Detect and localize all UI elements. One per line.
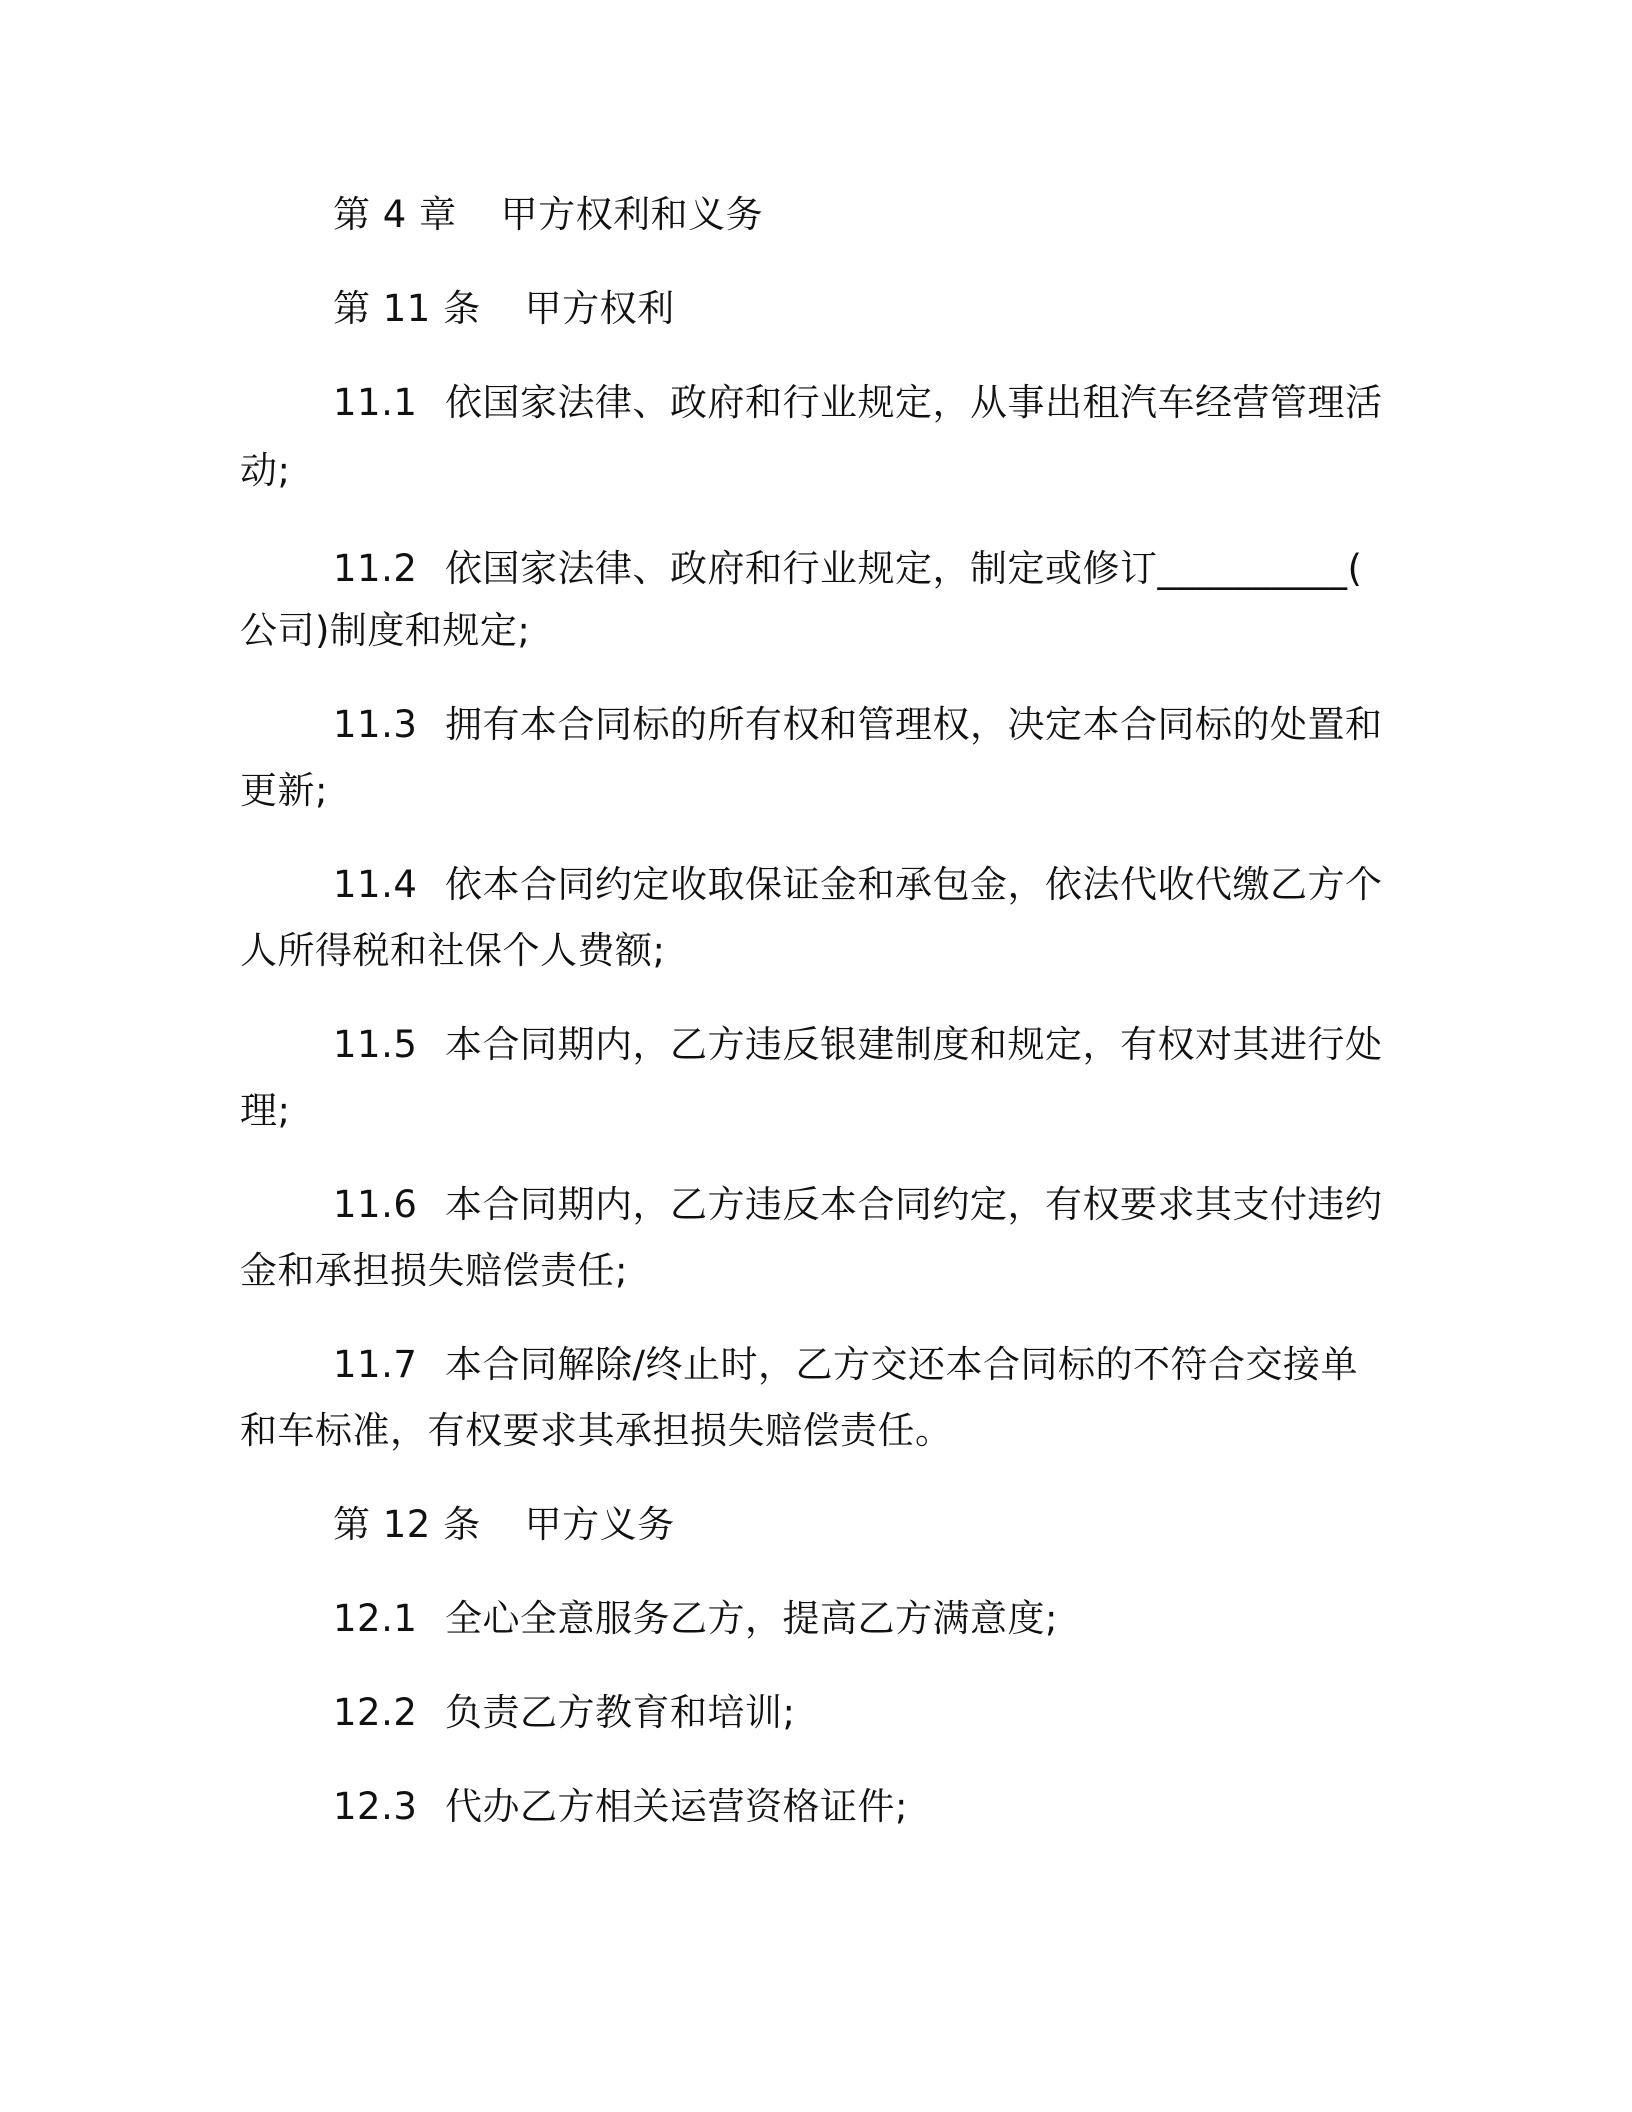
clause-11-1-continued: 动;	[240, 449, 291, 492]
clause-text: 依国家法律、政府和行业规定，从事出租汽车经营管理活	[445, 381, 1383, 424]
clause-number: 11.5	[333, 1023, 418, 1066]
clause-12-2	[333, 1690, 1473, 1736]
clause-11-4	[333, 862, 1473, 908]
article-11-number: 第 11 条	[333, 287, 481, 330]
clause-number: 11.1	[333, 381, 418, 424]
clause-12-1	[333, 1596, 1473, 1642]
clause-11-3	[333, 702, 1473, 748]
clause-11-5	[333, 1022, 1473, 1068]
clause-text: 负责乙方教育和培训;	[445, 1691, 796, 1734]
clause-12-3	[333, 1784, 1473, 1830]
article-11-title: 甲方权利	[524, 287, 675, 330]
article-12-heading	[333, 1502, 1473, 1548]
clause-number: 12.2	[333, 1691, 418, 1734]
clause-11-4-continued: 人所得税和社保个人费额;	[240, 929, 666, 972]
clause-text: 拥有本合同标的所有权和管理权，决定本合同标的处置和	[445, 703, 1383, 746]
clause-11-6	[333, 1182, 1473, 1228]
clause-number: 11.4	[333, 863, 418, 906]
chapter-number: 第 4 章	[333, 193, 457, 236]
chapter-heading	[333, 192, 1473, 238]
clause-text: 依本合同约定收取保证金和承包金，依法代收代缴乙方个	[445, 863, 1383, 906]
article-12-title: 甲方义务	[524, 1503, 675, 1546]
clause-11-5-continued: 理;	[240, 1089, 291, 1132]
clause-11-3-continued: 更新;	[240, 769, 328, 812]
clause-text: 全心全意服务乙方，提高乙方满意度;	[445, 1597, 1058, 1640]
clause-number: 11.6	[333, 1183, 418, 1226]
clause-number: 11.3	[333, 703, 418, 746]
clause-text: 代办乙方相关运营资格证件;	[445, 1785, 908, 1828]
clause-text: 本合同解除/终止时，乙方交还本合同标的不符合交接单	[445, 1343, 1358, 1386]
clause-number: 11.2	[333, 547, 418, 590]
clause-11-1	[333, 380, 1473, 426]
clause-number: 12.1	[333, 1597, 418, 1640]
clause-11-7	[333, 1342, 1473, 1388]
clause-text: 依国家法律、政府和行业规定，制定或修订__________(	[445, 547, 1363, 590]
chapter-title: 甲方权利和义务	[500, 193, 764, 236]
clause-text: 本合同期内，乙方违反本合同约定，有权要求其支付违约	[445, 1183, 1383, 1226]
clause-11-6-continued: 金和承担损失赔偿责任;	[240, 1249, 628, 1292]
clause-text: 本合同期内，乙方违反银建制度和规定，有权对其进行处	[445, 1023, 1383, 1066]
clause-11-2-continued: 公司)制度和规定;	[240, 609, 531, 652]
clause-11-7-continued: 和车标准，有权要求其承担损失赔偿责任。	[240, 1409, 953, 1452]
article-11-heading	[333, 286, 1473, 332]
clause-11-2	[333, 546, 1473, 592]
article-12-number: 第 12 条	[333, 1503, 481, 1546]
clause-number: 11.7	[333, 1343, 418, 1386]
clause-number: 12.3	[333, 1785, 418, 1828]
